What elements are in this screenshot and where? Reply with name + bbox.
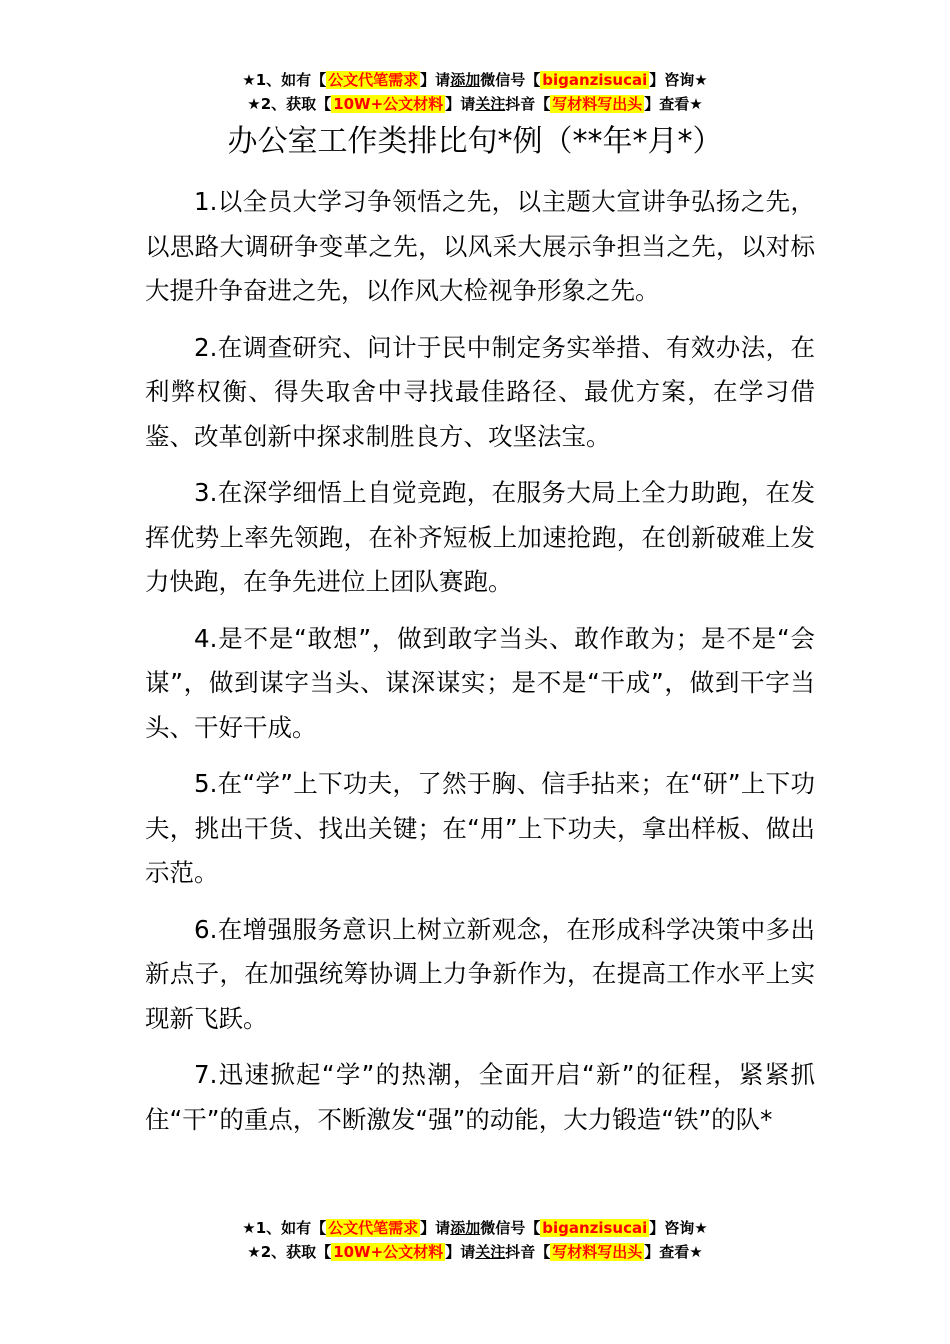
footer-banner-line-2: ★2、获取【 10W+公文材料 】请关注抖音【 写材料写出头 】查看★ [247, 1243, 703, 1261]
paragraph-1: 1.以全员大学习争领悟之先，以主题大宣讲争弘扬之先，以思路大调研争变革之先，以风采大展示争担当之先，以对标大提升争奋进之先，以作风大检视争形象之先。 [145, 187, 815, 305]
paragraph-2: 2.在调查研究、问计于民中制定务实举措、有效办法，在利弊权衡、得失取舍中寻找最佳路径、最优方案，在学习借鉴、改革创新中探求制胜良方、攻坚法宝。 [145, 332, 815, 451]
highlight-service: 公文代笔需求 [328, 71, 419, 89]
footer-highlight-materials: 10W+公文材料 [333, 1243, 444, 1261]
footer-banner-line-1: ★1、如有【 公文代笔需求 】请添加微信号【 biganzisucai 】咨询★ [242, 1219, 708, 1237]
highlight-douyin-account: 写材料写出头 [552, 95, 643, 113]
highlight-materials: 10W+公文材料 [333, 95, 444, 113]
banner-line-2: ★2、获取【 10W+公文材料 】请关注抖音【 写材料写出头 】查看★ [247, 95, 703, 113]
footer-banner [0, 1216, 950, 1264]
header-banner [0, 68, 950, 116]
paragraph-7: 7.迅速掀起“学”的热潮，全面开启“新”的征程，紧紧抓住“干”的重点，不断激发“强”的动能，大力锻造“铁”的队* [145, 1060, 815, 1134]
document-body [145, 180, 815, 1154]
paragraph-3: 3.在深学细悟上自觉竞跑，在服务大局上全力助跑，在发挥优势上率先领跑，在补齐短板上加速抢跑，在创新破难上发力快跑，在争先进位上团队赛跑。 [145, 478, 815, 596]
document-title: 办公室工作类排比句*例（**年*月*） [227, 124, 723, 159]
banner-line-1: ★1、如有【 公文代笔需求 】请添加微信号【 biganzisucai 】咨询★ [242, 71, 708, 89]
paragraph-6: 6.在增强服务意识上树立新观念，在形成科学决策中多出新点子，在加强统筹协调上力争新作为，在提高工作水平上实现新飞跃。 [145, 914, 815, 1033]
footer-highlight-service: 公文代笔需求 [328, 1219, 419, 1237]
highlight-wechat-id: biganzisucai [542, 71, 648, 89]
paragraph-4: 4.是不是“敢想”，做到敢字当头、敢作敢为；是不是“会谋”，做到谋字当头、谋深谋实；是不是“干成”，做到干字当头、干好干成。 [145, 623, 815, 742]
footer-highlight-wechat-id: biganzisucai [542, 1219, 648, 1237]
footer-highlight-douyin-account: 写材料写出头 [552, 1243, 643, 1261]
paragraph-5: 5.在“学”上下功夫，了然于胸、信手拈来；在“研”上下功夫，挑出干货、找出关键；在“用”上下功夫，拿出样板、做出示范。 [145, 769, 815, 887]
